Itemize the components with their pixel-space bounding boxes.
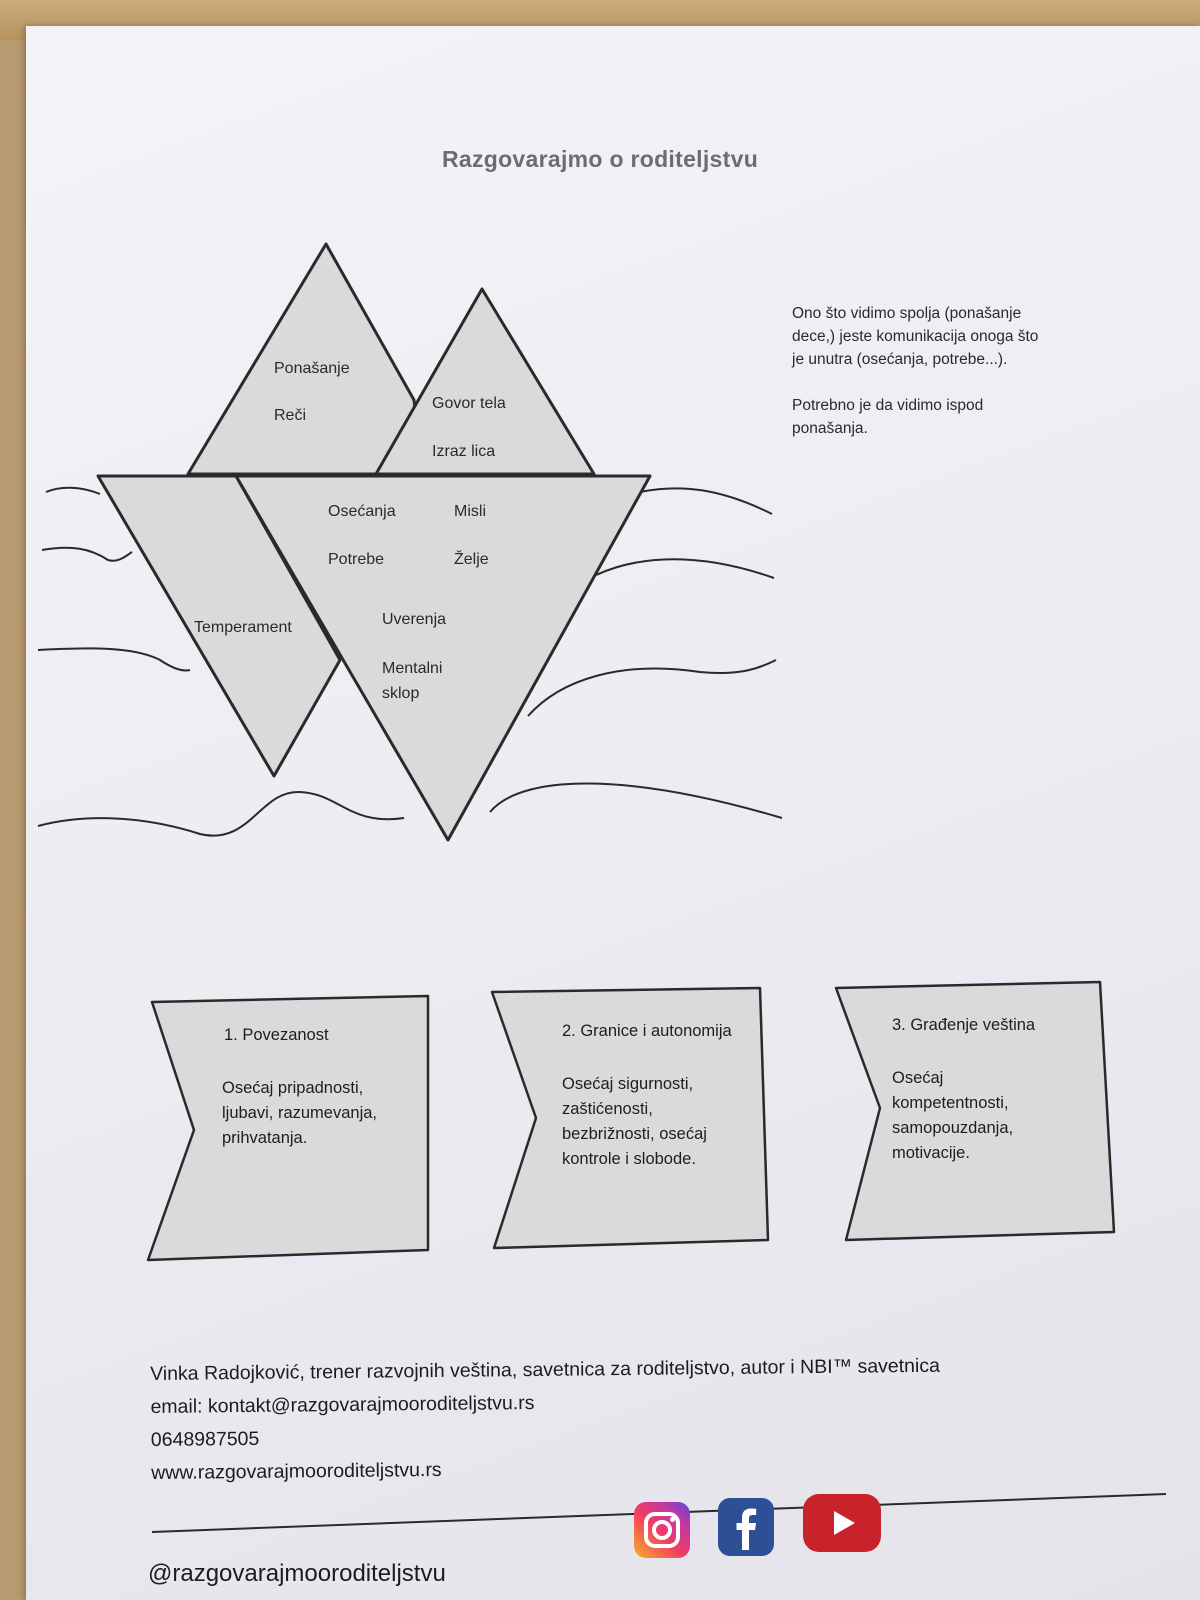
wave-line [38, 648, 190, 670]
label-reci: Reči [274, 407, 307, 424]
need-line: kompetentnosti, [892, 1094, 1009, 1112]
need-title-2: 2. Granice i autonomija [562, 1022, 732, 1040]
wave-line [640, 488, 772, 514]
label-temperament: Temperament [194, 619, 292, 636]
label-govor-tela: Govor tela [432, 395, 506, 412]
label-mentalni: Mentalni [382, 660, 443, 677]
label-zelje: Želje [454, 551, 489, 568]
wave-line [46, 488, 100, 494]
author-line: Vinka Radojković, trener razvojnih veština, savetnica za roditeljstvo, autor i NBI™ savetnica [150, 1354, 941, 1385]
need-line: prihvatanja. [222, 1129, 308, 1147]
wave-line [596, 559, 774, 578]
wave-line [490, 784, 782, 819]
need-line: kontrole i slobode. [562, 1150, 696, 1168]
label-izraz-lica: Izraz lica [432, 443, 496, 460]
need-title-1: 1. Povezanost [224, 1026, 329, 1044]
need-line: motivacije. [892, 1144, 970, 1162]
label-sklop: sklop [382, 685, 420, 702]
need-text-1 [222, 1076, 377, 1151]
need-line: Osećaj [892, 1069, 944, 1087]
need-text-3 [892, 1066, 1013, 1166]
side-note [792, 302, 1038, 440]
side-note-line: Ono što vidimo spolja (ponašanje [792, 305, 1022, 322]
side-note-line: dece,) jeste komunikacija onoga što [792, 328, 1039, 345]
need-line: bezbrižnosti, osećaj [562, 1125, 707, 1143]
label-misli: Misli [454, 503, 486, 520]
label-ponasanje: Ponašanje [274, 360, 350, 377]
side-note-line: Potrebno je da vidimo ispod [792, 397, 984, 414]
email-line: email: kontakt@razgovarajmooroditeljstvu.rs [150, 1391, 535, 1418]
youtube-icon [803, 1494, 881, 1552]
contact-block [150, 1350, 941, 1490]
wave-line [38, 792, 404, 836]
wave-line [42, 548, 132, 561]
need-line: zaštićenosti, [562, 1100, 653, 1118]
need-line: ljubavi, razumevanja, [222, 1104, 377, 1122]
need-line: Osećaj sigurnosti, [562, 1075, 694, 1093]
side-note-line: ponašanja. [792, 420, 868, 437]
facebook-icon [718, 1498, 774, 1556]
page-title: Razgovarajmo o roditeljstvu [441, 146, 759, 172]
wave-line [528, 660, 776, 716]
iceberg-peak-left [188, 244, 422, 474]
label-potrebe: Potrebe [328, 551, 385, 568]
side-note-line: je unutra (osećanja, potrebe...). [792, 351, 1008, 368]
phone-line: 0648987505 [150, 1427, 260, 1451]
need-text-2 [562, 1072, 707, 1172]
website-line: www.razgovarajmooroditeljstvu.rs [151, 1458, 442, 1484]
label-osecanja: Osećanja [328, 503, 396, 520]
need-title-3: 3. Građenje veština [892, 1016, 1036, 1034]
social-handle: @razgovarajmooroditeljstvu [148, 1560, 446, 1587]
need-line: Osećaj pripadnosti, [222, 1079, 364, 1097]
need-line: samopouzdanja, [892, 1119, 1014, 1137]
instagram-icon [634, 1502, 690, 1558]
label-uverenja: Uverenja [382, 611, 447, 628]
